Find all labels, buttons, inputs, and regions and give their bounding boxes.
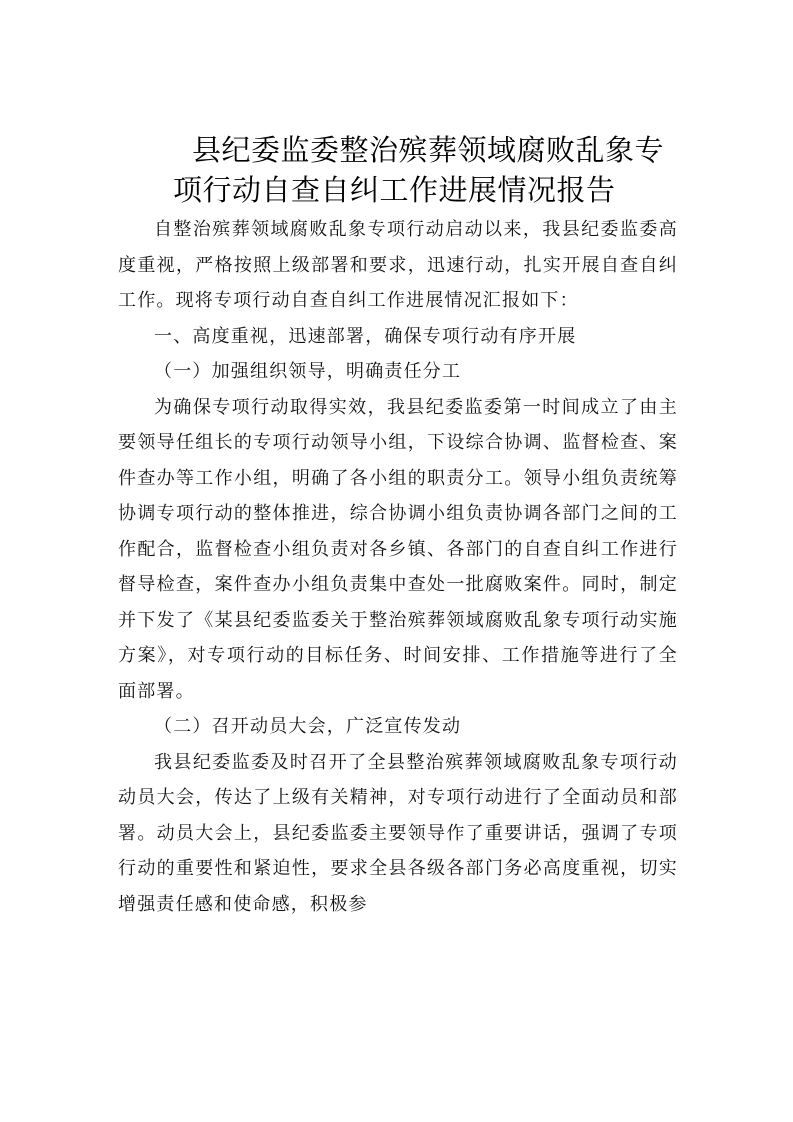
document-body bbox=[118, 212, 678, 922]
subsection-1-paragraph: 为确保专项行动取得实效，我县纪委监委第一时间成立了由主要领导任组长的专项行动领导小组，下设综合协调、监督检查、案件查办等工作小组，明确了各小组的职责分工。领导小组负责统筹协调专项行动的整体推进，综合协调小组负责协调各部门之间的工作配合，监督检查小组负责对各乡镇、各部门的自查自纠工作进行督导检查，案件查办小组负责集中查处一批腐败案件。同时，制定并下发了《某县纪委监委关于整治殡葬领域腐败乱象专项行动实施方案》，对专项行动的目标任务、时间安排、工作措施等进行了全面部署。 bbox=[118, 396, 678, 702]
section-heading-1: 一、高度重视，迅速部署，确保专项行动有序开展 bbox=[154, 325, 577, 347]
title-line-2: 项行动自查自纠工作进展情况报告 bbox=[173, 173, 616, 207]
intro-paragraph: 自整治殡葬领域腐败乱象专项行动启动以来，我县纪委监委高度重视，严格按照上级部署和要求，迅速行动，扎实开展自查自纠工作。现将专项行动自查自纠工作进展情况汇报如下： bbox=[118, 219, 678, 311]
document-page bbox=[118, 130, 678, 922]
document-title bbox=[118, 130, 678, 210]
subsection-heading-2: （二）召开动员大会，广泛宣传发动 bbox=[154, 716, 462, 737]
subsection-2-paragraph: 我县纪委监委及时召开了全县整治殡葬领域腐败乱象专项行动动员大会，传达了上级有关精神，对专项行动进行了全面动员和部署。动员大会上，县纪委监委主要领导作了重要讲话，强调了专项行动的重要性和紧迫性，要求全县各级各部门务必高度重视，切实增强责任感和使命感，积极参 bbox=[118, 751, 678, 915]
subsection-heading-1: （一）加强组织领导，明确责任分工 bbox=[154, 361, 462, 382]
title-line-1: 县纪委监委整治殡葬领域腐败乱象专 bbox=[192, 133, 665, 167]
